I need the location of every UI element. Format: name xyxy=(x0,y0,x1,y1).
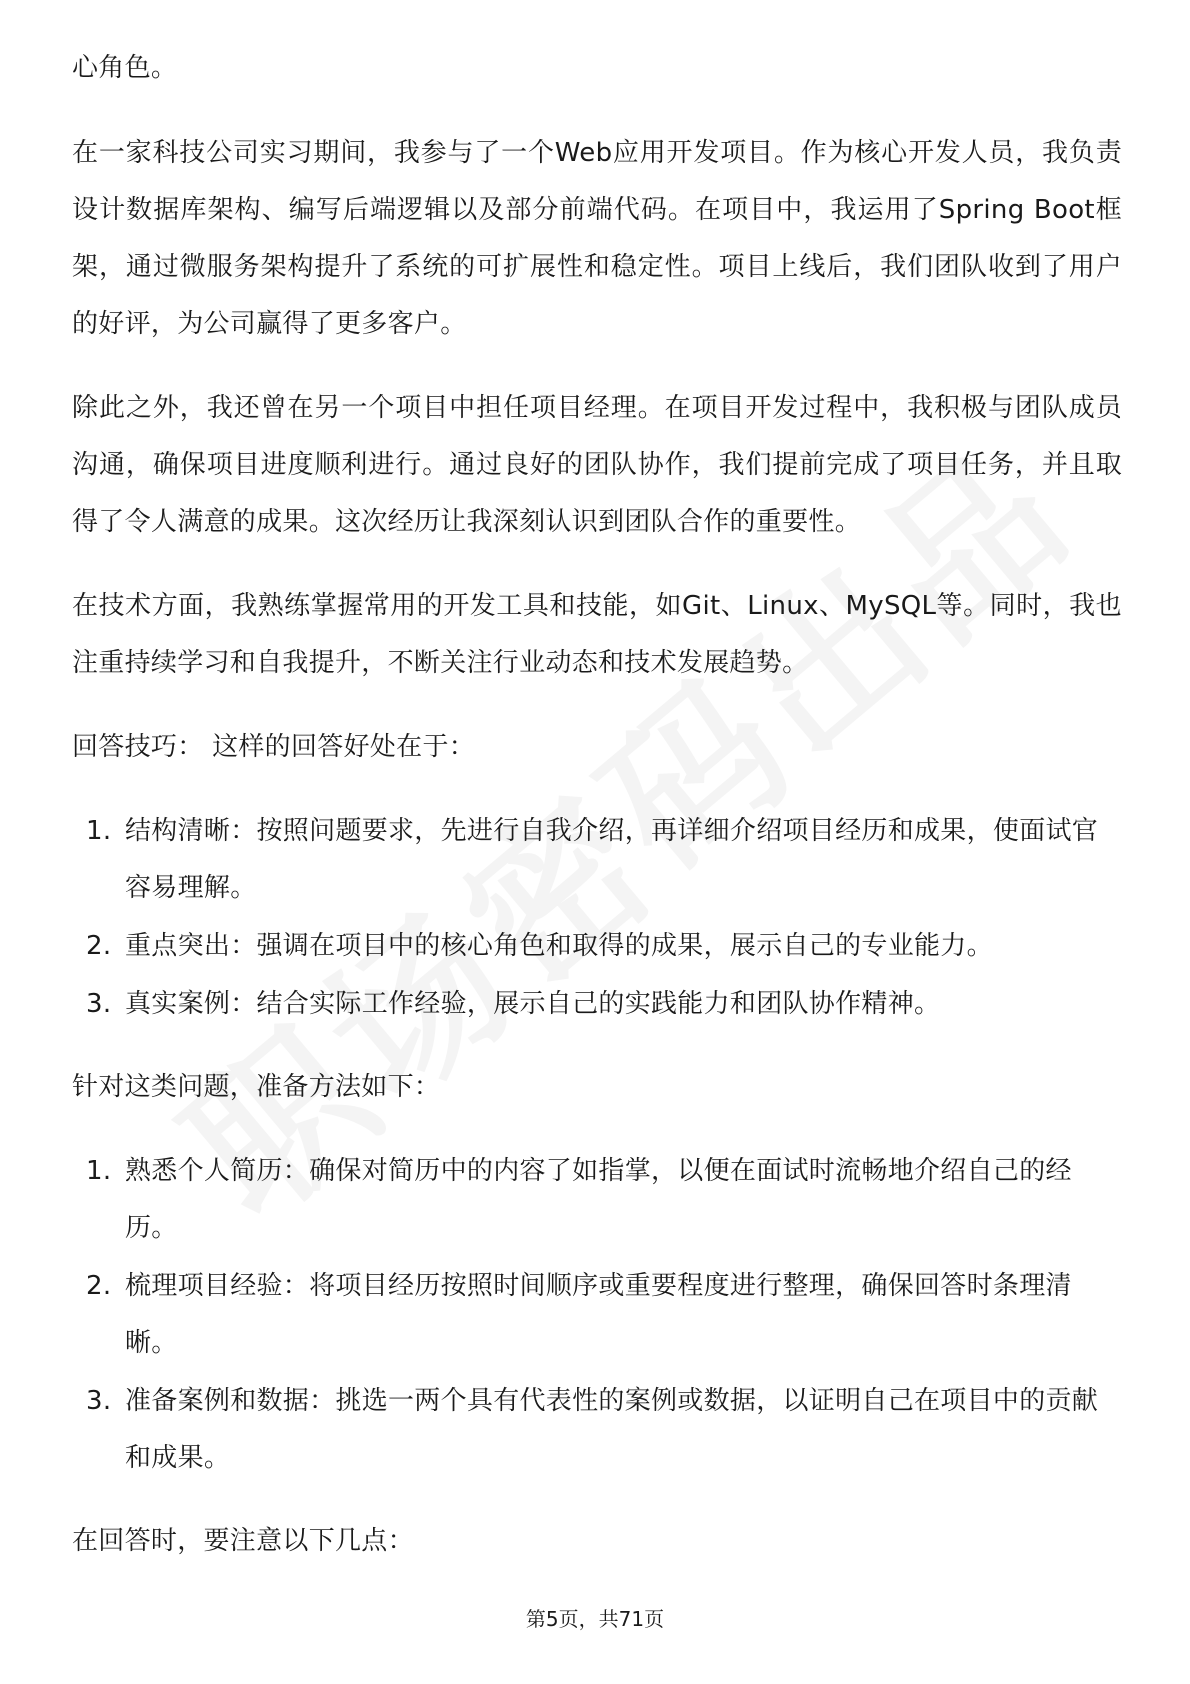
list-item xyxy=(72,976,1122,1033)
paragraph-internship: 在一家科技公司实习期间，我参与了一个Web应用开发项目。作为核心开发人员，我负责设计数据库架构、编写后端逻辑以及部分前端代码。在项目中，我运用了Spring Boot框架，通过微服务架构提升了系统的可扩展性和稳定性。项目上线后，我们团队收到了用户的好评，为公司赢得了更多客户。 xyxy=(72,138,1122,339)
paragraph-project-manager: 除此之外，我还曾在另一个项目中担任项目经理。在项目开发过程中，我积极与团队成员沟通，确保项目进度顺利进行。通过良好的团队协作，我们提前完成了项目任务，并且取得了令人满意的成果。这次经历让我深刻认识到团队合作的重要性。 xyxy=(72,393,1122,537)
list-number: 2. xyxy=(86,931,112,961)
paragraph-preparation: 针对这类问题，准备方法如下： xyxy=(72,1072,441,1102)
list-item-text: 结构清晰：按照问题要求，先进行自我介绍，再详细介绍项目经历和成果，使面试官容易理解。 xyxy=(125,816,1099,903)
list-item xyxy=(72,803,1122,917)
list-item xyxy=(72,918,1122,975)
list-number: 2. xyxy=(86,1271,112,1301)
list-item-text: 梳理项目经验：将项目经历按照时间顺序或重要程度进行整理，确保回答时条理清晰。 xyxy=(125,1271,1072,1358)
paragraph-continuation: 心角色。 xyxy=(72,53,178,83)
list-number: 3. xyxy=(86,1386,112,1416)
paragraph-technical-skills: 在技术方面，我熟练掌握常用的开发工具和技能，如Git、Linux、MySQL等。同时，我也注重持续学习和自我提升，不断关注行业动态和技术发展趋势。 xyxy=(72,591,1122,678)
list-number: 3. xyxy=(86,989,112,1019)
list-item-text: 熟悉个人简历：确保对简历中的内容了如指掌，以便在面试时流畅地介绍自己的经历。 xyxy=(125,1156,1072,1243)
list-item xyxy=(72,1143,1122,1257)
document-page xyxy=(72,40,1122,1597)
list-number: 1. xyxy=(86,1156,112,1186)
list-item-text: 真实案例：结合实际工作经验，展示自己的实践能力和团队协作精神。 xyxy=(125,989,941,1019)
list-item xyxy=(72,1258,1122,1372)
list-item-text: 重点突出：强调在项目中的核心角色和取得的成果，展示自己的专业能力。 xyxy=(125,931,993,961)
list-number: 1. xyxy=(86,816,112,846)
page-number-footer: 第5页，共71页 xyxy=(525,1607,665,1631)
preparation-list xyxy=(72,1143,1122,1487)
paragraph-notes: 在回答时，要注意以下几点： xyxy=(72,1526,414,1556)
answer-tips-list xyxy=(72,803,1122,1033)
list-item-text: 准备案例和数据：挑选一两个具有代表性的案例或数据，以证明自己在项目中的贡献和成果。 xyxy=(125,1386,1099,1473)
paragraph-answer-tips: 回答技巧： 这样的回答好处在于： xyxy=(72,732,476,762)
list-item xyxy=(72,1373,1122,1487)
